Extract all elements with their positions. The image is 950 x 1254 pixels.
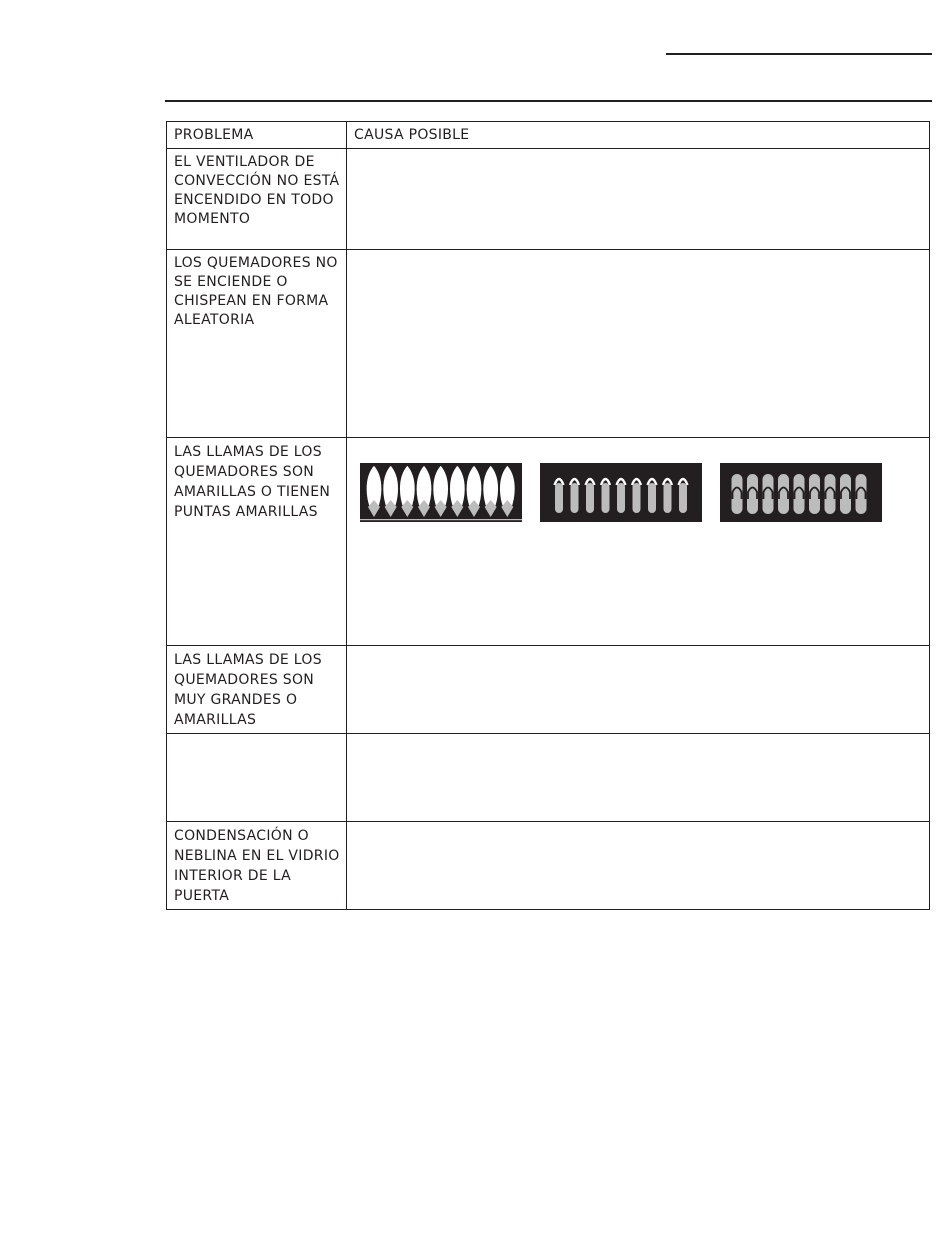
header-cause [347,122,930,149]
yellow-tipped-flames-illustration [540,463,702,522]
problem-text: CONDENSACIÓN O NEBLINA EN EL VIDRIO INTERIOR DE LA PUERTA [174,828,340,904]
problem-cell [167,646,347,734]
flame [663,479,672,513]
table-row [167,822,930,910]
flame [747,474,758,514]
cause-cell [347,822,930,910]
yellow-flames-illustration [360,463,522,522]
header-rule-short [666,53,932,55]
cause-cell [347,250,930,438]
table-row [167,149,930,250]
flame [825,474,836,514]
table-row [167,646,930,734]
cause-text [347,250,929,254]
flame [632,479,641,513]
cause-text [347,822,929,826]
problem-cell [167,149,347,250]
cause-cell [347,438,930,646]
header-problem-label: PROBLEMA [174,127,254,143]
flame [856,474,867,514]
problem-text: LAS LLAMAS DE LOS QUEMADORES SON AMARILLAS O TIENEN PUNTAS AMARILLAS [174,444,331,520]
flame [809,474,820,514]
problem-text: LAS LLAMAS DE LOS QUEMADORES SON MUY GRANDES O AMARILLAS [174,652,322,728]
flame [840,474,851,514]
header-rule-long [165,100,932,102]
troubleshooting-table [166,121,930,910]
table-header-row [167,122,930,149]
table-row [167,734,930,822]
flame [778,474,789,514]
cause-text [347,528,929,532]
flame [586,479,595,513]
problem-text: EL VENTILADOR DE CONVECCIÓN NO ESTÁ ENCENDIDO EN TODO MOMENTO [174,154,340,227]
flame-figures [347,438,929,528]
normal-blue-flames-icon [720,463,882,522]
problem-cell [167,250,347,438]
problem-text [167,734,346,738]
cause-cell [347,646,930,734]
flame [601,479,610,513]
cause-text [347,646,929,650]
problem-cell [167,822,347,910]
flame [570,479,579,513]
yellow-tipped-flames-icon [540,463,702,522]
flame [555,479,564,513]
cause-text [347,734,929,738]
problem-cell [167,438,347,646]
problem-cell [167,734,347,822]
flame [679,479,688,513]
flame [763,474,774,514]
flame [794,474,805,514]
flame [617,479,626,513]
normal-blue-flames-illustration [720,463,882,522]
burner-line [360,519,522,520]
cause-cell [347,734,930,822]
yellow-flames-icon [360,463,522,522]
table-row [167,438,930,646]
header-cause-label: CAUSA POSIBLE [354,127,470,143]
table-row [167,250,930,438]
cause-text [347,149,929,153]
flame [648,479,657,513]
header-problem [167,122,347,149]
cause-cell [347,149,930,250]
problem-text: LOS QUEMADORES NO SE ENCIENDE O CHISPEAN EN FORMA ALEATORIA [174,255,338,328]
flame [732,474,743,514]
